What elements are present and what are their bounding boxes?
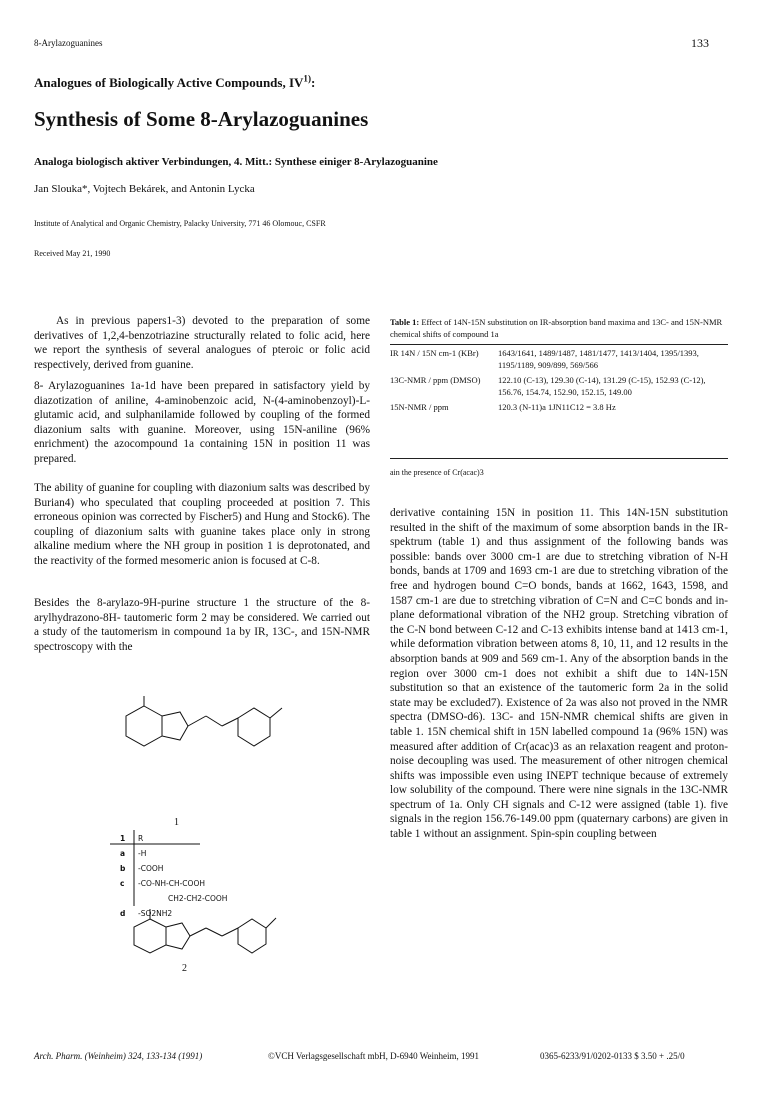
azo-bond	[206, 716, 222, 726]
pyrimidine-ring	[134, 919, 166, 953]
series-title-text: Analogues of Biologically Active Compounds, IV	[34, 75, 304, 90]
imidazole-ring	[162, 712, 188, 740]
substituent-table-rules	[110, 828, 200, 908]
page-number: 133	[691, 36, 709, 50]
azo-bond	[188, 716, 206, 726]
structure-2-label: 2	[182, 963, 187, 974]
series-title-sup: 1)	[303, 73, 311, 84]
imidazole-ring	[166, 923, 190, 949]
table-row	[390, 402, 728, 418]
table-bottom-rule	[390, 458, 728, 459]
r-bond	[270, 708, 282, 718]
aryl-bond	[222, 928, 238, 936]
structure-2-diagram	[130, 905, 310, 967]
author-list: Jan Slouka*, Vojtech Bekárek, and Antonin Lycka	[34, 183, 255, 195]
table-top-rule	[390, 344, 728, 345]
substituent-value: -H	[138, 849, 147, 858]
table-caption-text: Effect of 14N-15N substitution on IR-absorption band maxima and 13C- and 15N-NMR chemical shifts of compound 1a	[390, 317, 723, 339]
paragraph-intro: As in previous papers1-3) devoted to the preparation of some derivatives of 1,2,4-benzotriazine structurally related to folic acid, here we report the synthesis of several analogues of pteroic or folic acid respectively, derived from guanine.	[34, 315, 370, 371]
running-head: 8-Arylazoguanines	[34, 38, 103, 48]
pyrimidine-ring	[126, 706, 162, 746]
substituent-value: CH2-CH2-COOH	[168, 894, 228, 903]
paragraph-coupling: The ability of guanine for coupling with diazonium salts was described by Burian4) who speculated that coupling proceeded at position 7. This erroneous opinion was corrected by Fischer5) and Hung and Stock6). The coupling of diazonium salts with guanine takes place only in strong alkaline medium where the NH group in position 1 is deprotonated, and the reactivity of the formed mesomeric anion is focused at C-8.	[34, 482, 370, 567]
substituent-key: c	[120, 879, 125, 888]
german-title: Analoga biologisch aktiver Verbindungen, 4. Mitt.: Synthese einiger 8-Arylazoguanine	[34, 156, 438, 168]
table-caption	[390, 316, 728, 340]
table-cell-value: 1643/1641, 1489/1487, 1481/1477, 1413/1404, 1395/1393, 1195/1189, 909/899, 569/566	[498, 348, 699, 370]
paragraph-spectroscopy: derivative containing 15N in position 11. This 14N-15N substitution resulted in the shift of the maximum of some absorption bands in the IR-spektrum (table 1) and thus assignment of the following bands was possible: bands over 3000 cm-1 are due to stretching vibration of N-H bonds, bands at 1709 and 1693 cm-1 are due to stretching vibration of the free and hydrogen bound C=O bonds, bands at 1662, 1643, 1598, and 1587 cm-1 are due to stretching vibration of C=N and C=C bonds and in-plane deformational vibration of the NH2 group. Stretching vibration of the C-N bond between C-12 and C-13 exhibits intense band at 1413 cm-1, while deformation vibration between atoms 8, 10, 11, and 12 results in the absorption bands at 909 and 569 cm-1. Any of the absorption bands in the region over 3000 cm-1 does not exhibit a shift due to 14N-15N substitution so that an existence of the tautomeric form 2a in the solid state may be excluded7). Existence of 2a was also not proved in the NMR spectra (DMSO-d6). 13C- and 15N-NMR chemical shifts are given in table 1. 15N chemical shift in 15N labelled compound 1a (96% 15N) was measured after addition of Cr(acac)3 as an relaxation reagent and proton-noise decoupling was used. The measurement of other nitrogen chemical shifts was impossible even using INEPT technique because of extremely low solubility of the compound. There were nine signals in the 13C-NMR spectrum of 1a. Only CH signals and C-12 were assigned (table 1). five signals in the region 156.76-149.00 ppm (quaternary carbons) are given in table 1 without an assignment. Spin-spin coupling between	[390, 507, 728, 841]
paragraph-synthesis: 8- Arylazoguanines 1a-1d have been prepared in satisfactory yield by diazotization of aniline, 4-aminobenzoic acid, N-(4-aminobenzoyl)-L-glutamic acid, and sulphanilamide followed by coupling of the formed diazonium salts with guanine. Moreover, using 15N-aniline (96% enrichment) the azocompound 1a containing 15N in position 11 was prepared.	[34, 380, 370, 465]
received-date: Received May 21, 1990	[34, 249, 111, 258]
paper-title: Synthesis of Some 8-Arylazoguanines	[34, 107, 369, 131]
hydrazone-bond	[206, 928, 222, 936]
institution: Institute of Analytical and Organic Chemistry, Palacky University, 771 46 Olomouc, CSFR	[34, 219, 326, 228]
phenyl-ring	[238, 919, 266, 953]
table-cell-value: 122.10 (C-13), 129.30 (C-14), 131.29 (C-15), 152.93 (C-12), 156.76, 154.74, 152.90, 152.15, 149.00	[498, 375, 706, 397]
table-cell-label: 15N-NMR / ppm	[390, 402, 449, 412]
substituent-value: R	[138, 834, 144, 843]
footer-journal: Arch. Pharm. (Weinheim) 324, 133-134 (1991)	[34, 1051, 203, 1061]
footer-publisher: ©VCH Verlagsgesellschaft mbH, D-6940 Weinheim, 1991	[268, 1051, 479, 1061]
table-1	[390, 348, 728, 418]
substituent-key: b	[120, 864, 126, 873]
table-row	[390, 375, 728, 402]
table-cell-label: 13C-NMR / ppm (DMSO)	[390, 375, 481, 385]
substituent-value: -CO-NH-CH-COOH	[138, 879, 205, 888]
aryl-bond	[222, 718, 238, 726]
table-row	[390, 348, 728, 375]
structure-1-label: 1	[174, 817, 179, 828]
series-title-end: :	[311, 75, 316, 90]
substituent-key: a	[120, 849, 126, 858]
substituent-value: -COOH	[138, 864, 164, 873]
substituent-value: -SO2NH2	[138, 909, 173, 918]
table-footnote: ain the presence of Cr(acac)3	[390, 468, 484, 477]
substituent-key: 1	[120, 834, 126, 843]
footer-price-code: 0365-6233/91/0202-0133 $ 3.50 + .25/0	[540, 1051, 685, 1061]
table-caption-label: Table 1:	[390, 317, 420, 327]
phenyl-ring	[238, 708, 270, 746]
table-cell-value: 120.3 (N-11)a 1JN11C12 = 3.8 Hz	[498, 402, 616, 412]
r-bond	[266, 918, 276, 928]
paragraph-tautomer: Besides the 8-arylazo-9H-purine structure 1 the structure of the 8-arylhydrazono-8H- tautomeric form 2 may be considered. We carried out a study of the tautomerism in compound 1a by IR, 13C-, and 15N-NMR spectroscopy with the	[34, 597, 370, 653]
hydrazone-bond	[190, 928, 206, 936]
substituent-key: d	[120, 909, 126, 918]
series-title	[34, 75, 315, 91]
table-cell-label: IR 14N / 15N cm-1 (KBr)	[390, 348, 479, 358]
structure-1-diagram	[110, 690, 310, 770]
